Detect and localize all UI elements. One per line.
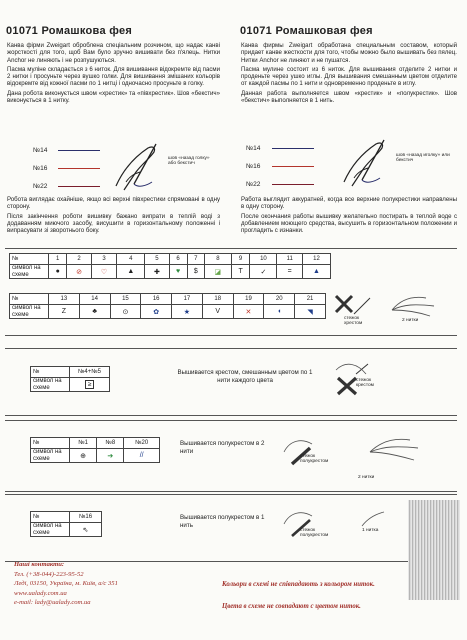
ua-strand-22: №22 (33, 183, 48, 190)
ru-strand-16-line (272, 166, 314, 167)
table-cell: 13 (49, 294, 80, 305)
table-cell: 12 (302, 254, 330, 265)
single-thread-table (30, 511, 102, 537)
table-cell: 7 (187, 254, 204, 265)
table-row-label: символ на схеме (31, 378, 70, 392)
symbol-cell: V (202, 305, 233, 319)
ua-paragraph: Пасма муліне складається з 6 ниток. Для вишивання відокремте від пасми 2 нитки і просуньте через вушко голки. Для вишивання змішаних кольорів відокремте від кожної пасми по 1 нитці і одночасно просуньте в голку. (7, 65, 220, 88)
halfstitch-label: стежок полукрестом (300, 454, 329, 464)
table-cell: №16 (70, 512, 102, 523)
ru-needle-label: шов «назад иголку» или бекстич (396, 153, 450, 163)
table-cell: 18 (202, 294, 233, 305)
table-cell: 2 (67, 254, 91, 265)
table-row (31, 512, 102, 523)
blend-stitch-label: стежок крестом (356, 378, 374, 388)
ru-paragraph: Канва фирмы Zweigart обработана специальным составом, который придает канве жесткости для того, чтобы можно было вышивать без пялец. Нитки Anchor не линяют и не пушатся. (241, 42, 457, 64)
table-cell: №20 (124, 438, 160, 449)
needle-hand-illustration-ru (340, 134, 400, 190)
symbol-cell: ✓ (250, 265, 277, 279)
blend-note: Вышивается крестом, смешанным цветом по 1 нити каждого цвета (177, 369, 313, 384)
table-cell: 15 (110, 294, 141, 305)
symbol-cell: ➔ (97, 449, 124, 463)
ua-paragraph: Канва фірми Zweigart оброблена спеціальним розчином, що надає канві жорсткості для того, щоб Вам було зручно вишивати без п'ялець. Нитки Anchor не линяють і не розпушуються. (7, 42, 220, 64)
ru-strand-16: №16 (246, 163, 261, 170)
table-cell: 6 (169, 254, 187, 265)
contacts-site[interactable]: www.ualady.com.ua (14, 589, 67, 597)
ru-strand-22: №22 (246, 181, 261, 188)
ua-text-block (7, 42, 220, 106)
ua-paragraph: Робота виглядає охайніше, якщо всі верхні півхрестики спрямовані в одну сторону. (7, 196, 220, 211)
ru-paragraph: Работа выглядит аккуратней, когда все верхние полукрестики направлены в одну сторону. (241, 196, 457, 211)
table-head: № (10, 254, 49, 265)
contacts-address: Леді, 03150, Україна, м. Київ, а/с 351 (14, 580, 118, 587)
halfstitch-table (30, 437, 160, 463)
ua-strand-22-line (58, 186, 100, 187)
table-cell: №8 (97, 438, 124, 449)
ua-paragraph: Дана робота виконується швом «хрестик» та «півхрестик». Шов «бекстич» виконується в 1 нитку. (7, 89, 220, 105)
ru-text-block-2 (241, 196, 457, 236)
halfstitch-note: Вышивается полукрестом в 2 нити (180, 440, 265, 455)
table-cell: 14 (79, 294, 110, 305)
table-cell: №1 (70, 438, 97, 449)
table-row (10, 294, 326, 305)
symbol-cell: ▲ (302, 265, 330, 279)
table-cell: 21 (295, 294, 326, 305)
table-cell: 20 (264, 294, 295, 305)
contacts-email[interactable]: e-mail: lady@ualady.com.ua (14, 599, 91, 606)
symbol-table-row2 (9, 293, 326, 319)
ru-text-block (241, 42, 457, 106)
ua-title: 01071 Ромашкова фея (6, 25, 133, 37)
table-row (10, 254, 331, 265)
table-row-label: символ на схеме (31, 449, 70, 463)
table-head: № (31, 367, 70, 378)
symbol-cell: $ (187, 265, 204, 279)
ru-title: 01071 Ромашковая фея (240, 25, 373, 37)
table-cell: 17 (172, 294, 203, 305)
symbol-cell: // (124, 449, 160, 463)
symbol-cell: ✚ (145, 265, 169, 279)
stitch-label: стежок хрестом (344, 316, 363, 326)
blend-symbol: ≥ (85, 380, 95, 389)
contacts-phone: Тел. (+38-044)-223-95-52 (14, 570, 84, 578)
symbol-cell: ▲ (117, 265, 145, 279)
needle-hand-illustration-ua (112, 138, 172, 194)
threads-label: 2 нитки (402, 318, 419, 323)
table-cell: 19 (233, 294, 264, 305)
ru-paragraph: После окончания работы вышивку желательно постирать в теплой воде с добавлением моющего средства, высушить в горизонтальном положении и прогладить с изнанки. (241, 212, 457, 235)
symbol-cell: ♥ (169, 265, 187, 279)
symbol-cell: ♡ (91, 265, 117, 279)
blend-table (30, 366, 110, 392)
ua-needle-label: шов «назад голку» або бекстич (168, 156, 210, 166)
halfstitch-threads-label: 2 нитки (358, 475, 375, 480)
ru-strand-14: №14 (246, 145, 261, 152)
table-row-label: символ на схеме (10, 305, 49, 319)
symbol-cell: T (231, 265, 250, 279)
table-row (31, 449, 160, 463)
contacts-block (14, 560, 234, 608)
ua-strand-14-line (58, 150, 100, 151)
table-row (31, 367, 110, 378)
symbol-cell: ♣ (79, 305, 110, 319)
symbol-table-row1 (9, 253, 331, 279)
ru-strand-22-line (272, 184, 314, 185)
table-head: № (10, 294, 49, 305)
table-row (31, 523, 102, 537)
table-head: № (31, 512, 70, 523)
table-cell: 4 (117, 254, 145, 265)
table-cell: 11 (277, 254, 302, 265)
table-row (10, 265, 331, 279)
table-cell: 3 (91, 254, 117, 265)
symbol-cell (70, 378, 110, 392)
single-thread-stitch-label: стежок полукрестом (300, 528, 329, 538)
disclaimer-ru: Цвета в схеме не совпадают с цветом ниток. (222, 603, 361, 610)
table-row (31, 378, 110, 392)
table-cell: 10 (250, 254, 277, 265)
table-row-label: символ на схеме (31, 523, 70, 537)
symbol-cell: ● (49, 265, 67, 279)
table-row (31, 438, 160, 449)
ru-paragraph: Пасма мулине состоит из 6 ниток. Для вышивания отделите 2 нитки и проденьте через ушко иглы. Для вышивания смешанным цветом отделите от каждой пасмы по 1 нити и одновременно проденьте в иглу. (241, 65, 457, 88)
ru-strand-14-line (272, 148, 314, 149)
symbol-cell: ◖ (264, 305, 295, 319)
table-cell: 9 (231, 254, 250, 265)
symbol-cell: Z (49, 305, 80, 319)
ua-strand-16-line (58, 168, 100, 169)
single-thread-illustration (278, 500, 388, 554)
contacts-heading: Наші контакти: (14, 561, 65, 568)
symbol-cell: ✕ (233, 305, 264, 319)
table-cell: 8 (204, 254, 231, 265)
table-cell: №4+№5 (70, 367, 110, 378)
symbol-cell: ✿ (141, 305, 172, 319)
single-thread-note: Вышивается полукрестом в 1 нить (180, 514, 265, 529)
table-head: № (31, 438, 70, 449)
ru-paragraph: Данная работа выполняется швом «крестик» и «полукрестик». Шов «бекстич» выполняется в 1 нить. (241, 89, 457, 105)
symbol-cell: ⊕ (70, 449, 97, 463)
disclaimer-ua: Кольори в схемі не співпадають з кольором ниток. (222, 581, 375, 588)
table-cell: 1 (49, 254, 67, 265)
ua-strand-16: №16 (33, 165, 48, 172)
symbol-cell: ⇖ (70, 523, 102, 537)
symbol-cell: = (277, 265, 302, 279)
symbol-cell: ★ (172, 305, 203, 319)
symbol-cell: ⊙ (110, 305, 141, 319)
symbol-cell: ◪ (204, 265, 231, 279)
table-row (10, 305, 326, 319)
symbol-cell: ⊘ (67, 265, 91, 279)
yarn-sample (408, 500, 460, 600)
table-cell: 5 (145, 254, 169, 265)
ua-paragraph: Після закінчення роботи вишивку бажано випрати в теплій воді з додаванням миючого засобу, висушити в горизонтальному положенні і випрасувати зі зворотнього боку. (7, 212, 220, 235)
table-row-label: символ на схеме (10, 265, 49, 279)
ua-strand-14: №14 (33, 147, 48, 154)
ua-text-block-2 (7, 196, 220, 236)
table-cell: 16 (141, 294, 172, 305)
single-thread-threads-label: 1 нитка (362, 528, 379, 533)
symbol-cell: ◥ (295, 305, 326, 319)
